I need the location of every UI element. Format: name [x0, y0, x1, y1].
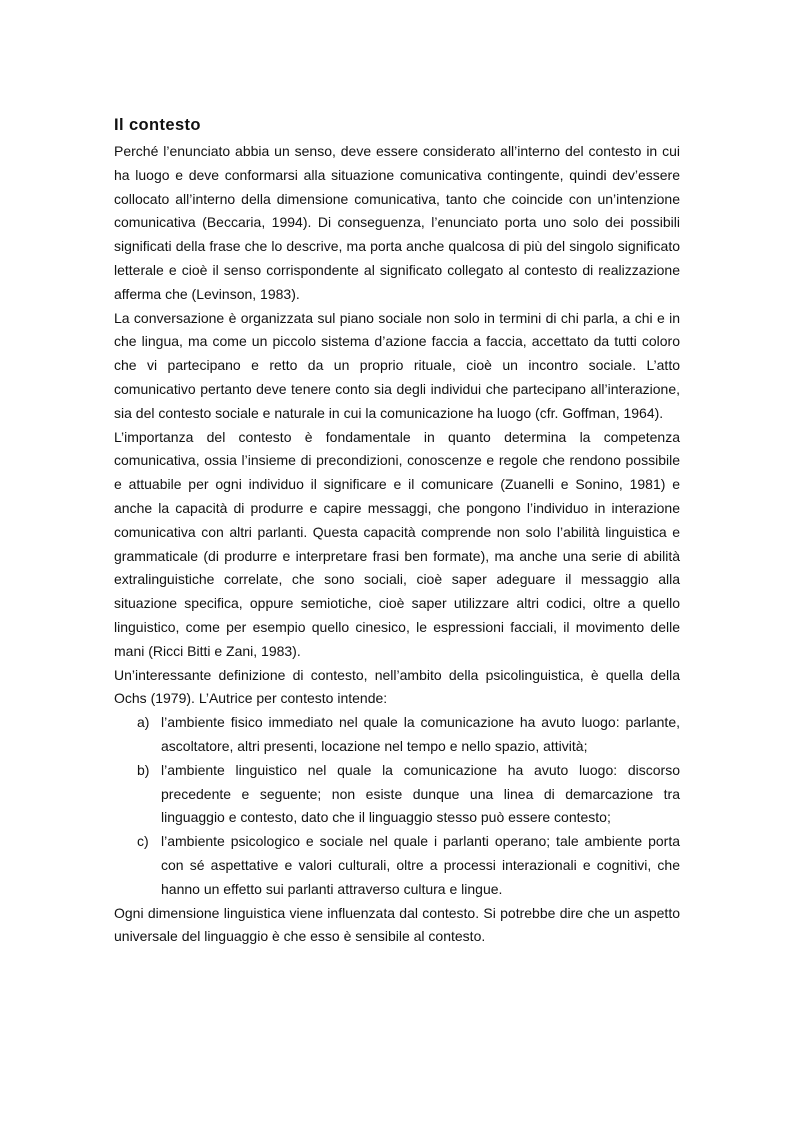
list-item [114, 711, 680, 759]
list-item-text: l’ambiente psicologico e sociale nel quale i parlanti operano; tale ambiente porta con sé aspettative e valori culturali, oltre a processi interazionali e cognitivi, che hanno un effetto sui parlanti attraverso cultura e lingue. [161, 833, 680, 897]
list-item [114, 830, 680, 901]
list-item-text: l’ambiente linguistico nel quale la comunicazione ha avuto luogo: discorso precedente e seguente; non esiste dunque una linea di demarcazione tra linguaggio e contesto, dato che il linguaggio stesso può essere contesto; [161, 761, 680, 826]
document-page [114, 112, 680, 949]
paragraph-3: L’importanza del contesto è fondamentale in quanto determina la competenza comunicativa, ossia l’insieme di precondizioni, conoscenze e regole che rendono possibile e attuabile per ogni individuo il significare e il comunicare (Zuanelli e Sonino, 1981) e anche la capacità di produrre e capire messaggi, che pongono l’individuo in interazione comunicativa con altri parlanti. Questa capacità comprende non solo l’abilità linguistica e grammaticale (di produrre e interpretare frasi ben formate), ma anche una serie di abilità extralinguistiche correlate, che sono sociali, cioè saper adeguare il messaggio alla situazione specifica, oppure semiotiche, cioè saper utilizzare altri codici, oltre a quello linguistico, come per esempio quello cinesico, le espressioni facciali, il movimento delle mani (Ricci Bitti e Zani, 1983). [114, 428, 680, 659]
context-definition-list [114, 711, 680, 901]
list-marker: a) [137, 714, 150, 731]
list-marker: c) [137, 833, 149, 850]
paragraph-4: Un’interessante definizione di contesto, nell’ambito della psicolinguistica, è quella della Ochs (1979). L’Autrice per contesto intende: [114, 666, 680, 707]
paragraph-5: Ogni dimensione linguistica viene influenzata dal contesto. Si potrebbe dire che un aspetto universale del linguaggio è che esso è sensibile al contesto. [114, 904, 680, 945]
list-marker: b) [137, 761, 150, 778]
section-heading: Il contesto [114, 116, 201, 134]
paragraph-2: La conversazione è organizzata sul piano sociale non solo in termini di chi parla, a chi e in che lingua, ma come un piccolo sistema d’azione faccia a faccia, accettato da tutti coloro che vi partecipano e retto da un proprio rituale, cioè un incontro sociale. L’atto comunicativo pertanto deve tenere conto sia degli individui che partecipano all’interazione, sia del contesto sociale e naturale in cui la comunicazione ha luogo (cfr. Goffman, 1964). [114, 309, 680, 421]
list-item-text: l’ambiente fisico immediato nel quale la comunicazione ha avuto luogo: parlante, ascoltatore, altri presenti, locazione nel tempo e nello spazio, attività; [161, 714, 680, 754]
paragraph-1: Perché l’enunciato abbia un senso, deve essere considerato all’interno del contesto in cui ha luogo e deve conformarsi alla situazione comunicativa contingente, quindi dev’essere collocato all’interno della dimensione comunicativa, tanto che coincide con un’intenzione comunicativa (Beccaria, 1994). Di conseguenza, l’enunciato porta uno solo dei possibili significati della frase che lo descrive, ma porta anche qualcosa di più del singolo significato letterale e cioè il senso corrispondente al significato collegato al contesto di realizzazione afferma che (Levinson, 1983). [114, 143, 680, 302]
list-item [114, 759, 680, 830]
